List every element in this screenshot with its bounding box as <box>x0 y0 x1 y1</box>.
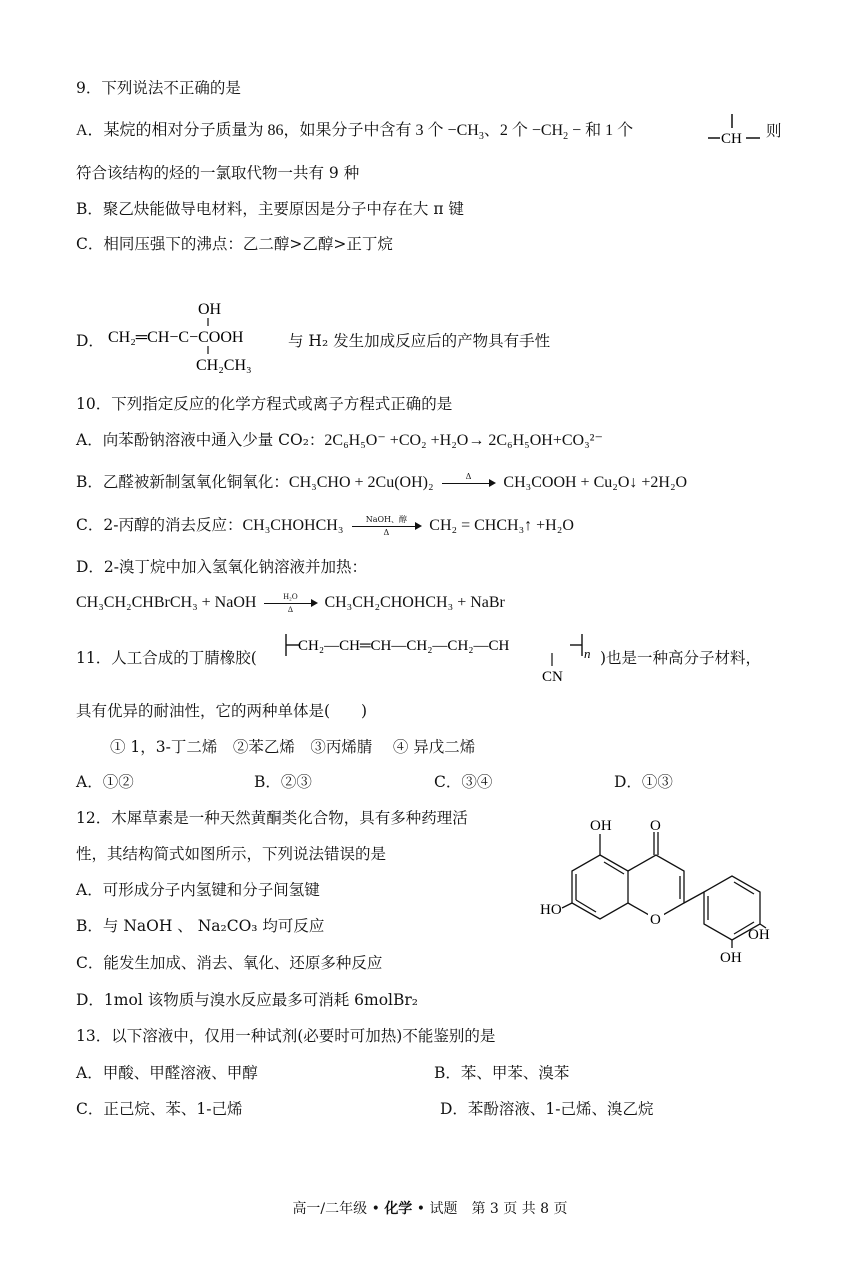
q10-a-equation: 2C₆H₅O⁻ +CO₂ +H₂O→ 2C₆H₅OH+CO₃²⁻ <box>324 432 603 449</box>
q11-option-a: A．①② <box>76 773 134 791</box>
footer-page-info: • 试题 第 3 页 共 8 页 <box>412 1201 568 1217</box>
q11-option-d: D．①③ <box>614 773 673 791</box>
q10-option-c <box>76 515 574 536</box>
q10-option-d-label: D．2-溴丁烷中加入氢氧化钠溶液并加热： <box>76 558 368 576</box>
q13-option-a: A．甲酸、甲醛溶液、甲醇 <box>76 1064 258 1082</box>
struct-oh-top: OH <box>590 818 612 834</box>
methine-ch-label: CH <box>721 131 742 147</box>
q10-stem: 10．下列指定反应的化学方程式或离子方程式正确的是 <box>76 395 453 413</box>
arrow-condition-top: H₂O <box>283 592 298 602</box>
q10-d-left: CH₃CH₂CHBrCH₃ + NaOH <box>76 594 257 611</box>
q9-option-a: A．某烷的相对分子质量为 86，如果分子中含有 3 个 $-CH_3$、2 个 $-CH_2$ − 和 1 个 <box>76 122 634 143</box>
q12-stem-line1: 12．木犀草素是一种天然黄酮类化合物，具有多种药理活 <box>76 809 468 827</box>
q9-a-text: A．某烷的相对分子质量为 86，如果分子中含有 3 个 −CH <box>76 122 479 139</box>
q12-option-b: B．与 NaOH 、 Na₂CO₃ 均可反应 <box>76 917 325 935</box>
polymer-cn: CN <box>542 669 563 685</box>
polymer-n: n <box>584 646 591 661</box>
q9-d-tail: 与 H₂ 发生加成反应后的产物具有手性 <box>288 332 551 350</box>
struct-oh-bottom: OH <box>720 950 742 966</box>
arrow-condition-top: NaOH、醇 <box>365 515 408 524</box>
q12-option-d: D．1mol 该物质与溴水反应最多可消耗 6molBr₂ <box>76 991 418 1009</box>
struct-oh-right: OH <box>748 927 770 943</box>
q10-option-d-equation <box>76 593 505 613</box>
q9-a-line2: 符合该结构的烃的一氯取代物一共有 9 种 <box>76 164 360 182</box>
q10-c-left: CH₃CHOHCH₃ <box>242 517 344 534</box>
q9-option-c: C．相同压强下的沸点：乙二醇>乙醇>正丁烷 <box>76 235 393 253</box>
q13-option-d: D．苯酚溶液、1-己烯、溴乙烷 <box>440 1100 654 1118</box>
q10-d-right: CH₃CH₂CHOHCH₃ + NaBr <box>324 594 505 611</box>
q9-a-mid2: − 和 1 个 <box>568 122 634 139</box>
q9-a-end: 则 <box>766 122 782 140</box>
q12-option-c: C．能发生加成、消去、氧化、还原多种反应 <box>76 954 383 972</box>
struct-ring-o: O <box>650 912 661 928</box>
reaction-arrow-icon <box>440 472 496 490</box>
q10-option-a <box>76 430 603 451</box>
nitrile-rubber-structure <box>284 626 600 686</box>
reaction-arrow-icon <box>350 515 422 537</box>
q9-d-label: D． <box>76 332 104 350</box>
q9-stem: 9．下列说法不正确的是 <box>76 79 241 97</box>
arrow-condition: Δ <box>465 472 472 481</box>
struct-ho-left: HO <box>540 902 562 918</box>
q10-b-right: CH₃COOH + Cu₂O↓ +2H₂O <box>503 474 688 491</box>
polymer-chain: CH₂—CH═CH—CH₂—CH₂—CH <box>298 638 510 654</box>
q11-line2: 具有优异的耐油性，它的两种单体是( ) <box>76 702 368 720</box>
q10-option-b <box>76 472 687 493</box>
page-footer <box>0 1198 860 1218</box>
arrow-condition-bottom: Δ <box>287 605 294 615</box>
q13-stem: 13．以下溶液中，仅用一种试剂(必要时可加热)不能鉴别的是 <box>76 1027 496 1045</box>
q9-d-structure <box>104 296 294 378</box>
q9-a-mid1: 、2 个 −CH <box>483 122 564 139</box>
q10-c-right: CH₂ = CHCH₃↑ +H₂O <box>429 517 574 534</box>
footer-subject: 化学 <box>384 1201 413 1217</box>
methine-group-structure <box>704 112 764 148</box>
q10-a-label: A．向苯酚钠溶液中通入少量 CO₂： <box>76 431 325 449</box>
q9-option-b: B．聚乙炔能做导电材料，主要原因是分子中存在大 π 键 <box>76 200 464 218</box>
q12-stem-line2: 性，其结构简式如图所示，下列说法错误的是 <box>76 845 387 863</box>
q12-option-a: A．可形成分子内氢键和分子间氢键 <box>76 881 320 899</box>
q11-option-b: B．②③ <box>254 773 312 791</box>
q11-stem-end: )也是一种高分子材料， <box>600 649 762 667</box>
q10-b-left: CH₃CHO + 2Cu(OH)₂ <box>288 474 434 491</box>
q11-monomer-list: ① 1，3-丁二烯 ②苯乙烯 ③丙烯腈 ④ 异戊二烯 <box>110 738 476 756</box>
q11-option-c: C．③④ <box>434 773 493 791</box>
struct-keto-o: O <box>650 818 661 834</box>
q10-c-label: C．2-丙醇的消去反应： <box>76 516 243 534</box>
q11-stem-start: 11．人工合成的丁腈橡胶( <box>76 649 257 667</box>
d-ethyl-label: CH₂CH₃ <box>196 357 252 374</box>
q13-option-b: B．苯、甲苯、溴苯 <box>434 1064 570 1082</box>
d-oh-label: OH <box>198 301 222 318</box>
q10-b-label: B．乙醛被新制氢氧化铜氧化： <box>76 473 289 491</box>
arrow-condition-bottom: Δ <box>383 528 390 537</box>
reaction-arrow-icon <box>262 592 318 615</box>
d-chain-label: CH₂═CH−C−COOH <box>108 329 244 346</box>
luteolin-structure <box>540 810 780 970</box>
footer-grade: 高一/二年级 • <box>292 1201 385 1217</box>
q13-option-c: C．正己烷、苯、1-己烯 <box>76 1100 243 1118</box>
